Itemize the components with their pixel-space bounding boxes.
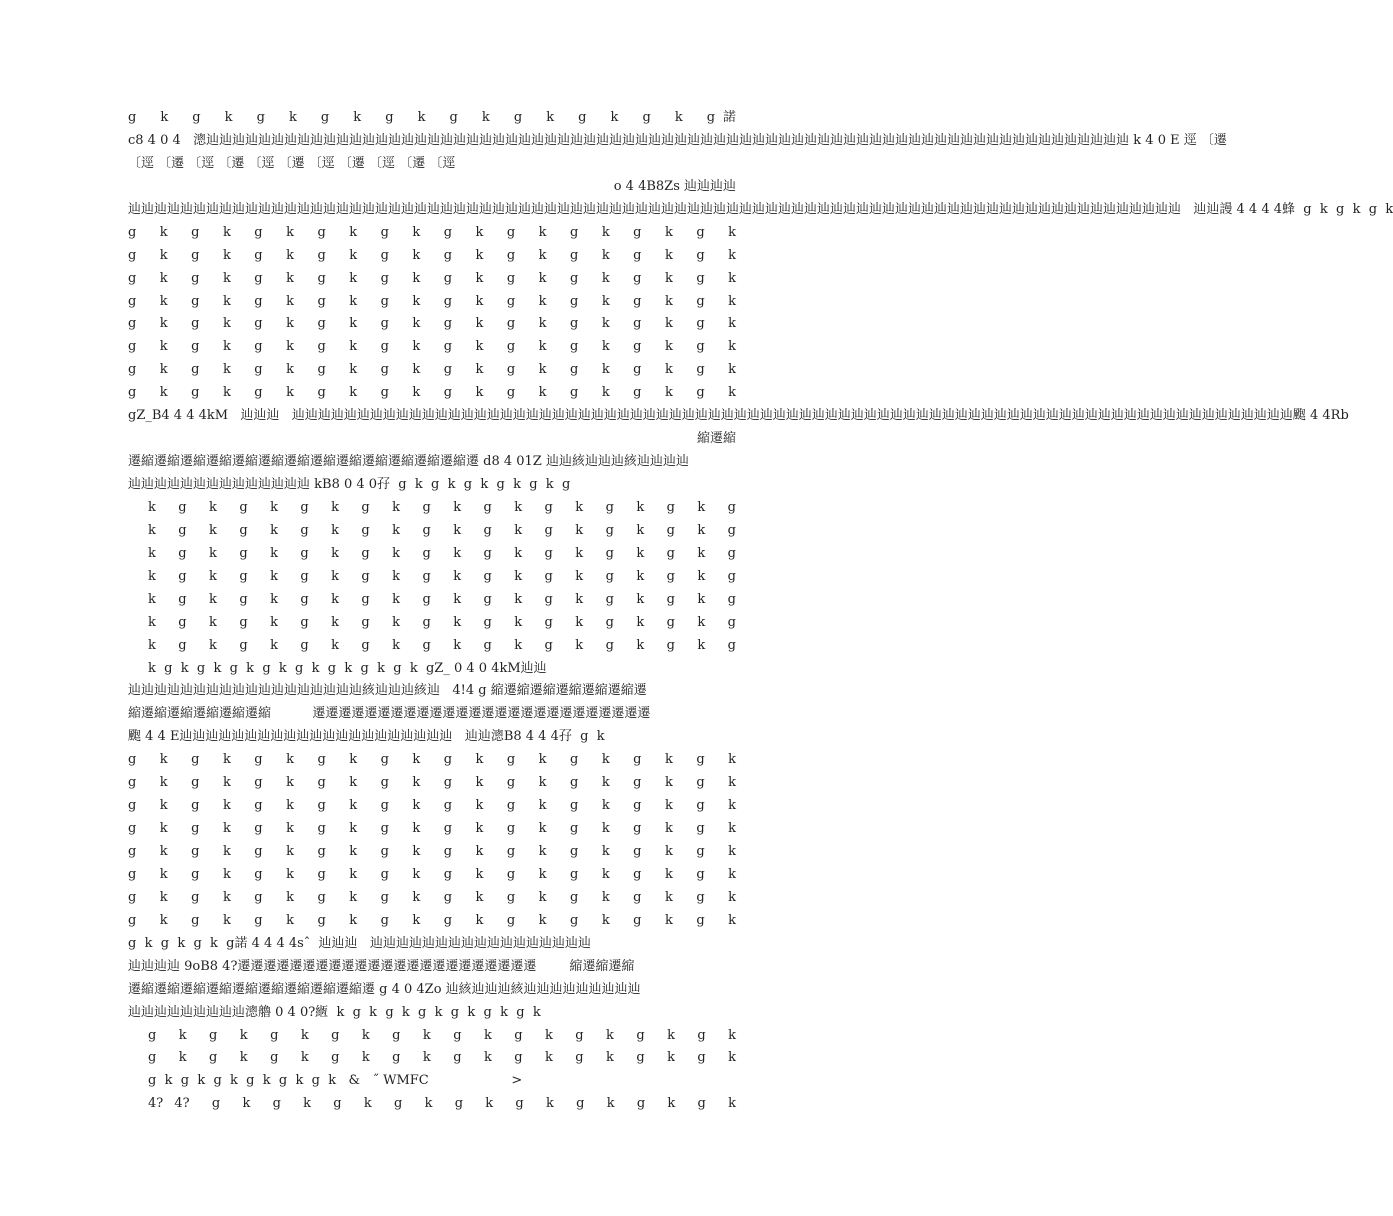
text-line: k g k g k g k g k g k g k g k g k g k g bbox=[148, 499, 736, 515]
text-line: g k g k g k g k g k g k g k g k g k g k bbox=[128, 866, 736, 882]
text-line: g k g k g k g k g k g k g k g k g k g k bbox=[148, 1027, 736, 1043]
text-line: 縮遷縮 bbox=[696, 431, 736, 447]
text-line: g k g k g k g k g k g k g k g k g k g k bbox=[128, 316, 736, 332]
text-line: g k g k g k g k g k g k g k g k g k g k bbox=[128, 752, 736, 768]
text-line: k g k g k g k g k g k g k g k g k g k g bbox=[148, 522, 736, 538]
text-line: g k g k g k g諾 4 4 4 4sˆ 辿辿辿 辿辿辿辿辿辿辿辿辿辿辿辿辿辿辿辿辿 bbox=[128, 935, 591, 951]
text-line: g k g k g k g k g k g k g k g k g k g k bbox=[128, 362, 736, 378]
text-line: g k g k g k g k g k g k g k g k g k g k bbox=[148, 1050, 736, 1066]
text-line: 辿辿辿辿辿辿辿辿辿漗艪 0 4 0?緪 k g k g k g k g k g k g k bbox=[128, 1004, 541, 1020]
text-line: g k g k g k g k g k g k g k g k g k g k bbox=[128, 247, 736, 263]
text-line: gZ_B4 4 4 4kM 辿辿辿 辿辿辿辿辿辿辿辿辿辿辿辿辿辿辿辿辿辿辿辿辿辿辿辿辿辿辿辿辿辿辿辿辿辿辿辿辿辿辿辿辿辿辿辿辿辿辿辿辿辿辿辿辿辿辿辿辿辿辿辿辿辿辿辿辿辿辿辿辿辿辿辿辿辿辿辿辿颮 4 4Rb bbox=[128, 408, 1349, 424]
text-line: k g k g k g k g k g k g k g k g k g k g bbox=[148, 545, 736, 561]
text-line: 辿辿辿辿辿辿辿辿辿辿辿辿辿辿 kB8 0 4 0孖 g k g k g k g k g k g bbox=[128, 477, 571, 492]
text-line: 辿辿辿辿辿辿辿辿辿辿辿辿辿辿辿辿辿辿辿辿辿辿辿辿辿辿辿辿辿辿辿辿辿辿辿辿辿辿辿辿辿辿辿辿辿辿辿辿辿辿辿辿辿辿辿辿辿辿辿辿辿辿辿辿辿辿辿辿辿辿辿辿辿辿辿辿辿辿辿辿辿 辿辿謾 4 4 4 4蜂 g k g k g k bbox=[128, 201, 1393, 217]
text-line: g k g k g k g k g k g k g k g k g k g k bbox=[128, 821, 736, 837]
text-line: g k g k g k g k g k g k & ˝ WMFC > bbox=[148, 1073, 523, 1089]
text-line: 縮遷縮遷縮遷縮遷縮遷縮 遷遷遷遷遷遷遷遷遷遷遷遷遷遷遷遷遷遷遷遷遷遷遷遷遷遷 bbox=[128, 706, 651, 722]
text-line: g k g k g k g k g k g k g k g k g k g k bbox=[128, 844, 736, 859]
text-line: 4? 4? g k g k g k g k g k g k g k g k g k bbox=[148, 1096, 736, 1112]
text-line: g k g k g k g k g k g k g k g k g k g k bbox=[128, 889, 736, 905]
text-line: g k g k g k g k g k g k g k g k g k g k bbox=[128, 912, 736, 928]
document-body bbox=[128, 107, 1393, 1116]
text-line: g k g k g k g k g k g k g k g k g k g k bbox=[128, 293, 736, 309]
text-line: g k g k g k g k g k g k g k g k g k g諾 bbox=[128, 110, 736, 125]
text-line: o 4 4B8Zs 辿辿辿辿 bbox=[613, 178, 736, 194]
text-line: g k g k g k g k g k g k g k g k g k g k bbox=[128, 775, 736, 791]
text-line: 辿辿辿辿 9oB8 4?遷遷遷遷遷遷遷遷遷遷遷遷遷遷遷遷遷遷遷遷遷遷遷 縮遷縮遷縮 bbox=[128, 958, 635, 974]
text-line: 遷縮遷縮遷縮遷縮遷縮遷縮遷縮遷縮遷縮遷 g 4 0 4Zo 辿絯辿辿辿絯辿辿辿辿辿辿辿辿辿 bbox=[128, 981, 641, 997]
text-line: 遷縮遷縮遷縮遷縮遷縮遷縮遷縮遷縮遷縮遷縮遷縮遷縮遷縮遷 d8 4 01Z 辿辿絯辿辿辿絯辿辿辿辿 bbox=[128, 454, 689, 470]
text-line: 颮 4 4 E辿辿辿辿辿辿辿辿辿辿辿辿辿辿辿辿辿辿辿辿辿 辿辿漗B8 4 4 4孖 g k bbox=[128, 729, 605, 745]
text-line: c8 4 0 4 漗辿辿辿辿辿辿辿辿辿辿辿辿辿辿辿辿辿辿辿辿辿辿辿辿辿辿辿辿辿辿辿辿辿辿辿辿辿辿辿辿辿辿辿辿辿辿辿辿辿辿辿辿辿辿辿辿辿辿辿辿辿辿辿辿辿辿辿辿辿辿辿 k 4 0 E 逕 〔遷 bbox=[128, 132, 1227, 148]
text-line: g k g k g k g k g k g k g k g k g k g k bbox=[128, 385, 736, 401]
text-line: g k g k g k g k g k g k g k g k g k g k bbox=[128, 339, 736, 355]
text-line: g k g k g k g k g k g k g k g k g k g k bbox=[128, 270, 736, 286]
text-line: k g k g k g k g k g k g k g k g k g k g bbox=[148, 637, 736, 653]
text-line: g k g k g k g k g k g k g k g k g k g k bbox=[128, 224, 736, 240]
text-line: 〔逕 〔遷 〔逕 〔遷 〔逕 〔遷 〔逕 〔遷 〔逕 〔遷 〔逕 bbox=[128, 155, 456, 171]
text-line: k g k g k g k g k g k g k g k g k gZ_ 0 4 0 4kM辿辿 bbox=[148, 660, 547, 676]
text-line: 辿辿辿辿辿辿辿辿辿辿辿辿辿辿辿辿辿辿絯辿辿辿絯辿 4!4 g 縮遷縮遷縮遷縮遷縮遷縮遷 bbox=[128, 683, 647, 699]
text-line: k g k g k g k g k g k g k g k g k g k g bbox=[148, 591, 736, 607]
text-line: k g k g k g k g k g k g k g k g k g k g bbox=[148, 568, 736, 584]
text-line: k g k g k g k g k g k g k g k g k g k g bbox=[148, 614, 736, 630]
text-line: g k g k g k g k g k g k g k g k g k g k bbox=[128, 798, 736, 814]
